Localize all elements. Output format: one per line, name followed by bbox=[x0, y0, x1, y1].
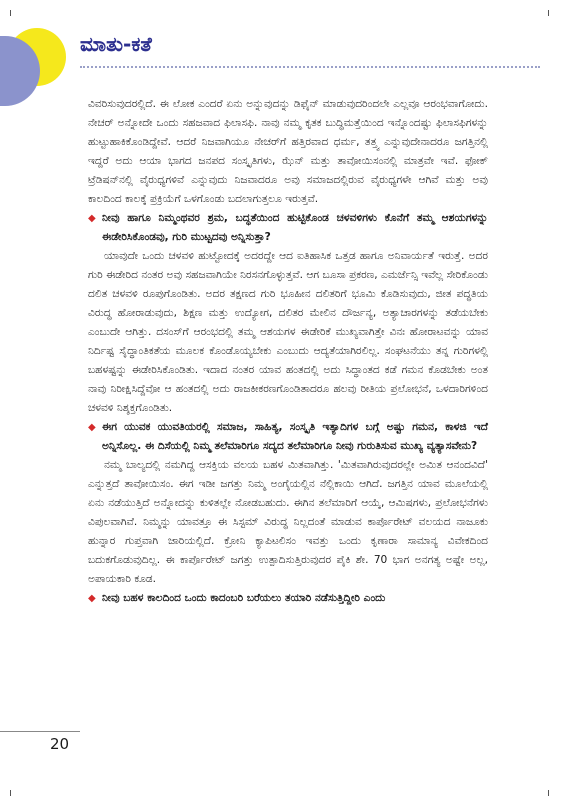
answer-paragraph: ಯಾವುದೇ ಒಂದು ಚಳವಳಿ ಹುಟ್ಟೋದಕ್ಕೆ ಅದರದ್ದೇ ಆದ ಐತಿಹಾಸಿಕ ಒತ್ತಡ ಹಾಗೂ ಅನಿವಾರ್ಯತೆ ಇರುತ್ತೆ. ಅದರ ಗುರಿ ಈಡೇರಿದ ನಂತರ ಅವು ಸಹಜವಾಗಿಯೇ ನಿರಸನಗೊಳ್ಳುತ್ತವೆ. ಆಗ ಬೂಸಾ ಪ್ರಕರಣ, ಎಮರ್ಜೆನ್ಸಿ ಇವೆಲ್ಲ ಸೇರಿಕೊಂಡು ದಲಿತ ಚಳವಳಿ ರೂಪುಗೊಂಡಿತು. ಅದರ ತಕ್ಷಣದ ಗುರಿ ಭೂಹೀನ ದಲಿತರಿಗೆ ಭೂಮಿ ಕೊಡಿಸುವುದು, ಜೀತ ಪದ್ಧತಿಯ ವಿರುದ್ಧ ಹೋರಾಡುವುದು, ಶಿಕ್ಷಣ ಮತ್ತು ಉದ್ಯೋಗ, ದಲಿತರ ಮೇಲಿನ ದೌರ್ಜನ್ಯ, ಅತ್ಯಾಚಾರಗಳನ್ನು ತಡೆಯಬೇಕು ಎಂಬುದೇ ಆಗಿತ್ತು. ದಸಂಸ್‌ಗೆ ಆರಂಭದಲ್ಲಿ ತಮ್ಮ ಆಶಯಗಳ ಈಡೇರಿಕೆ ಮುಖ್ಯವಾಗಿತ್ತೇ ವಿನಃ ಹೋರಾಟವನ್ನು ಯಾವ ನಿರ್ದಿಷ್ಟ ಸೈದ್ಧಾಂತಿಕತೆಯ ಮೂಲಕ ಕೊಂಡೊಯ್ಯಬೇಕು ಎಂಬುದು ಆದ್ಯತೆಯಾಗಿರಲಿಲ್ಲ. ಸಂಘಟನೆಯು ತನ್ನ ಗುರಿಗಳಲ್ಲಿ ಬಹಳಷ್ಟನ್ನು ಈಡೇರಿಸಿಕೊಂಡಿತು. ಇದಾದ ನಂತರ ಯಾವ ಹಂತದಲ್ಲಿ ಅದು ಸಿದ್ಧಾಂತದ ಕಡೆ ಗಮನ ಕೊಡಬೇಕು ಅಂತ ನಾವು ನಿರೀಕ್ಷಿಸಿದ್ದೆವೋ ಆ ಹಂತದಲ್ಲಿ ಅದು ರಾಜಕೀಕರಣಗೊಂಡಿತಾದರೂ ಹಲವು ರೀತಿಯ ಪ್ರಲೋಭನೆ, ಒಳದಾರಿಗಳಿಂದ ಚಳವಳಿ ನಿಶ್ಶಕ್ತಗೊಂಡಿತು. bbox=[88, 250, 488, 414]
diamond-bullet-icon: ◆ bbox=[88, 422, 96, 433]
crop-mark bbox=[10, 10, 11, 16]
answer-paragraph: ವಿವರಿಸುವುದರಲ್ಲಿದೆ. ಈ ಲೋಕ ಎಂದರೆ ಏನು ಅನ್ನುವುದನ್ನು ಡಿಫೈನ್ ಮಾಡುವುದರಿಂದಲೇ ಎಲ್ಲವೂ ಆರಂಭವಾಗೋದು. ನೇಚರ್ ಅನ್ನೋದೇ ಒಂದು ಸಹಜವಾದ ಫಿಲಾಸಫಿ. ನಾವು ನಮ್ಮ ಕೃತಕ ಬುದ್ಧಿಮತ್ತೆಯಿಂದ ಇನ್ನೊಂದಷ್ಟು ಫಿಲಾಸಫಿಗಳನ್ನು ಹುಟ್ಟುಹಾಕಿಕೊಂಡಿದ್ದೇವೆ. ಆದರೆ ನಿಜವಾಗಿಯೂ ನೇಚರ್‌ಗೆ ಹತ್ತಿರವಾದ ಧರ್ಮ, ತತ್ತ್ವ ಎನ್ನುವುದೇನಾದರೂ ಜಗತ್ತಿನಲ್ಲಿ ಇದ್ದರೆ ಅದು ಆಯಾ ಭಾಗದ ಜನಪದ ಸಂಸ್ಕೃತಿಗಳು, ಝೆನ್ ಮತ್ತು ತಾವೋಯಿಸಂನಲ್ಲಿ ಮಾತ್ರವೇ ಇವೆ. ಫೋಕ್ ಟ್ರೆಡಿಷನ್‌ನಲ್ಲಿ ವೈರುಧ್ಯಗಳಿವೆ ಎನ್ನುವುದು ನಿಜವಾದರೂ ಅವು ಸಮಾಜದಲ್ಲಿರುವ ವೈರುಧ್ಯಗಳೇ ಆಗಿವೆ ಮತ್ತು ಅವು ಕಾಲದಿಂದ ಕಾಲಕ್ಕೆ ಪ್ರಕ್ರಿಯೆಗೆ ಒಳಗೊಂಡು ಬದಲಾಗುತ್ತಲೂ ಇರುತ್ತವೆ. bbox=[88, 98, 488, 205]
diamond-bullet-icon: ◆ bbox=[88, 213, 96, 224]
question-text: ನೀವು ಬಹಳ ಕಾಲದಿಂದ ಒಂದು ಕಾದಂಬರಿ ಬರೆಯಲು ತಯಾರಿ ನಡೆಸುತ್ತಿದ್ದೀರಿ ಎಂದು bbox=[102, 592, 386, 604]
section-title: ಮಾತು-ಕತೆ bbox=[80, 32, 152, 56]
crop-mark bbox=[10, 790, 11, 796]
diamond-bullet-icon: ◆ bbox=[88, 593, 96, 604]
article-body bbox=[88, 95, 488, 608]
question-paragraph bbox=[88, 418, 488, 456]
header-dotted-rule bbox=[80, 66, 540, 68]
page-number: 20 bbox=[50, 735, 70, 753]
question-text: ನೀವು ಹಾಗೂ ನಿಮ್ಮಂಥವರ ಶ್ರಮ, ಬದ್ಧತೆಯಿಂದ ಹುಟ್ಟಿಕೊಂಡ ಚಳವಳಿಗಳು ಕೊನೆಗೆ ತಮ್ಮ ಆಶಯಗಳನ್ನು ಈಡೇರಿಸಿಕೊಂಡವು, ಗುರಿ ಮುಟ್ಟದವು ಅನ್ನಿಸುತ್ತಾ? bbox=[102, 212, 488, 243]
crop-mark bbox=[548, 790, 549, 796]
footer-rule bbox=[0, 731, 80, 732]
question-paragraph bbox=[88, 209, 488, 247]
answer-paragraph: ನಮ್ಮ ಬಾಲ್ಯದಲ್ಲಿ ನಮಗಿದ್ದ ಆಸಕ್ತಿಯ ವಲಯ ಬಹಳ ಮಿತವಾಗಿತ್ತು. 'ಮಿತವಾಗಿರುವುದರಲ್ಲೇ ಅಮಿತ ಆನಂದವಿದೆ' ಎನ್ನುತ್ತದೆ ತಾವೋಯಿಸಂ. ಈಗ ಇಡೀ ಜಗತ್ತು ನಿಮ್ಮ ಅಂಗೈಯಲ್ಲಿನ ನೆಲ್ಲಿಕಾಯಿ ಆಗಿದೆ. ಜಗತ್ತಿನ ಯಾವ ಮೂಲೆಯಲ್ಲಿ ಏನು ನಡೆಯುತ್ತಿದೆ ಅನ್ನೋದನ್ನು ಕುಳಿತಲ್ಲೇ ನೋಡಬಹುದು. ಈಗಿನ ತಲೆಮಾರಿಗೆ ಆಯ್ಕೆ, ಆಮಿಷಗಳು, ಪ್ರಲೋಭನೆಗಳು ವಿಪುಲವಾಗಿವೆ. ನಿಮ್ಮನ್ನು ಯಾವತ್ತೂ ಈ ಸಿಸ್ಟಮ್ ವಿರುದ್ಧ ನಿಲ್ಲದಂತೆ ಮಾಡುವ ಕಾರ್ಪೊರೇಟ್ ವಲಯದ ನಾಜೂಕು ಹುನ್ನಾರ ಗುಪ್ತವಾಗಿ ಜಾರಿಯಲ್ಲಿದೆ. ಕ್ರೋನಿ ಕ್ಯಾಪಿಟಲಿಸಂ ಇವತ್ತು ಒಂದು ಕೃಣಾರಾ ಸಾಮಾನ್ಯ ವಿವೇಕದಿಂದ ಬದುಕಗೊಡುವುದಿಲ್ಲ. ಈ ಕಾರ್ಪೊರೇಟ್ ಜಗತ್ತು ಉತ್ಪಾದಿಸುತ್ತಿರುವುದರ ಪೈಕಿ ಶೇ. 70 ಭಾಗ ಅನಗತ್ಯ ಅಷ್ಟೇ ಅಲ್ಲ, ಅಪಾಯಕಾರಿ ಕೂಡ. bbox=[88, 459, 488, 585]
question-text: ಈಗ ಯುವಕ ಯುವತಿಯರಲ್ಲಿ ಸಮಾಜ, ಸಾಹಿತ್ಯ, ಸಂಸ್ಕೃತಿ ಇತ್ಯಾದಿಗಳ ಬಗ್ಗೆ ಅಷ್ಟು ಗಮನ, ಕಾಳಜಿ ಇದೆ ಅನ್ನಿಸೊಲ್ಲ. ಈ ದಿಸೆಯಲ್ಲಿ ನಿಮ್ಮ ತಲೆಮಾರಿಗೂ ಸದ್ಯದ ತಲೆಮಾರಿಗೂ ನೀವು ಗುರುತಿಸುವ ಮುಖ್ಯ ವ್ಯತ್ಯಾಸವೇನು? bbox=[102, 421, 488, 452]
crop-mark bbox=[548, 10, 549, 16]
question-paragraph bbox=[88, 589, 488, 608]
